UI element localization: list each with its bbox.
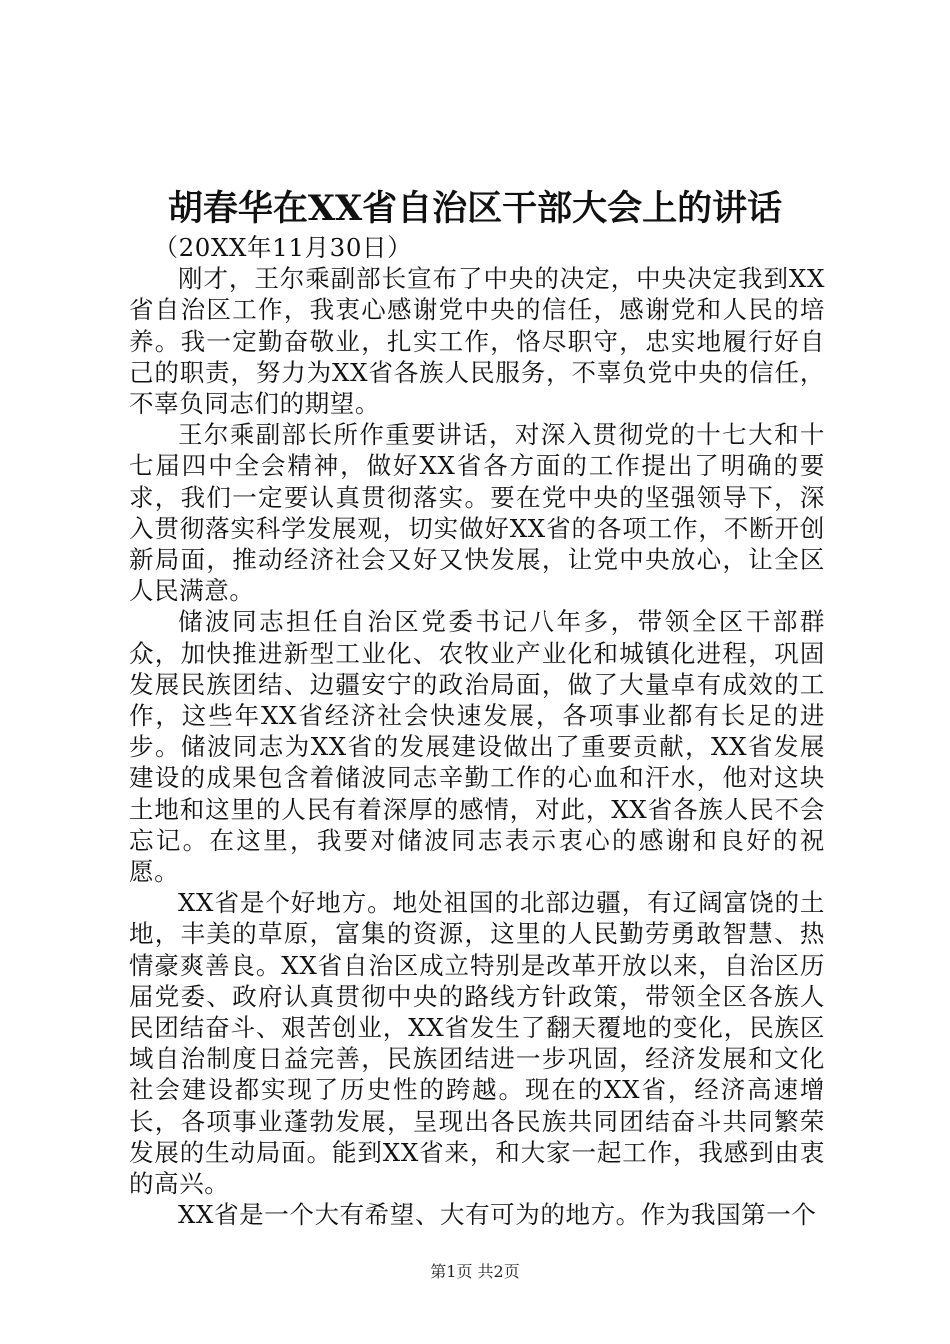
paragraph-5: XX省是一个大有希望、大有可为的地方。作为我国第一个 [178, 1200, 817, 1230]
document-body [129, 232, 825, 1231]
paragraph-1: 刚才，王尔乘副部长宣布了中央的决定，中央决定我到XX省自治区工作，我衷心感谢党中央的信任，感谢党和人民的培养。我一定勤奋敬业，扎实工作，恪尽职守，忠实地履行好自己的职责，努力为XX省各族人民服务，不辜负党中央的信任，不辜负同志们的期望。 [129, 264, 825, 419]
document-title: 胡春华在XX省自治区干部大会上的讲话 [167, 188, 783, 229]
page-footer: 第1页 共2页 [430, 1262, 520, 1281]
paragraph-3: 储波同志担任自治区党委书记八年多，带领全区干部群众，加快推进新型工业化、农牧业产业化和城镇化进程，巩固发展民族团结、边疆安宁的政治局面，做了大量卓有成效的工作，这些年XX省经济社会快速发展，各项事业都有长足的进步。储波同志为XX省的发展建设做出了重要贡献，XX省发展建设的成果包含着储波同志辛勤工作的心血和汗水，他对这块土地和这里的人民有着深厚的感情，对此，XX省各族人民不会忘记。在这里，我要对储波同志表示衷心的感谢和良好的祝愿。 [129, 607, 825, 887]
speech-date: （20XX年11月30日） [153, 233, 413, 262]
paragraph-2: 王尔乘副部长所作重要讲话，对深入贯彻党的十七大和十七届四中全会精神，做好XX省各方面的工作提出了明确的要求，我们一定要认真贯彻落实。要在党中央的坚强领导下，深入贯彻落实科学发展观，切实做好XX省的各项工作，不断开创新局面，推动经济社会又好又快发展，让党中央放心，让全区人民满意。 [129, 420, 825, 606]
paragraph-4: XX省是个好地方。地处祖国的北部边疆，有辽阔富饶的土地，丰美的草原，富集的资源，这里的人民勤劳勇敢智慧、热情豪爽善良。XX省自治区成立特别是改革开放以来，自治区历届党委、政府认真贯彻中央的路线方针政策，带领全区各族人民团结奋斗、艰苦创业，XX省发生了翻天覆地的变化，民族区域自治制度日益完善，民族团结进一步巩固，经济发展和文化社会建设都实现了历史性的跨越。现在的XX省，经济高速增长，各项事业蓬勃发展，呈现出各民族共同团结奋斗共同繁荣发展的生动局面。能到XX省来，和大家一起工作，我感到由衷的高兴。 [129, 888, 825, 1199]
